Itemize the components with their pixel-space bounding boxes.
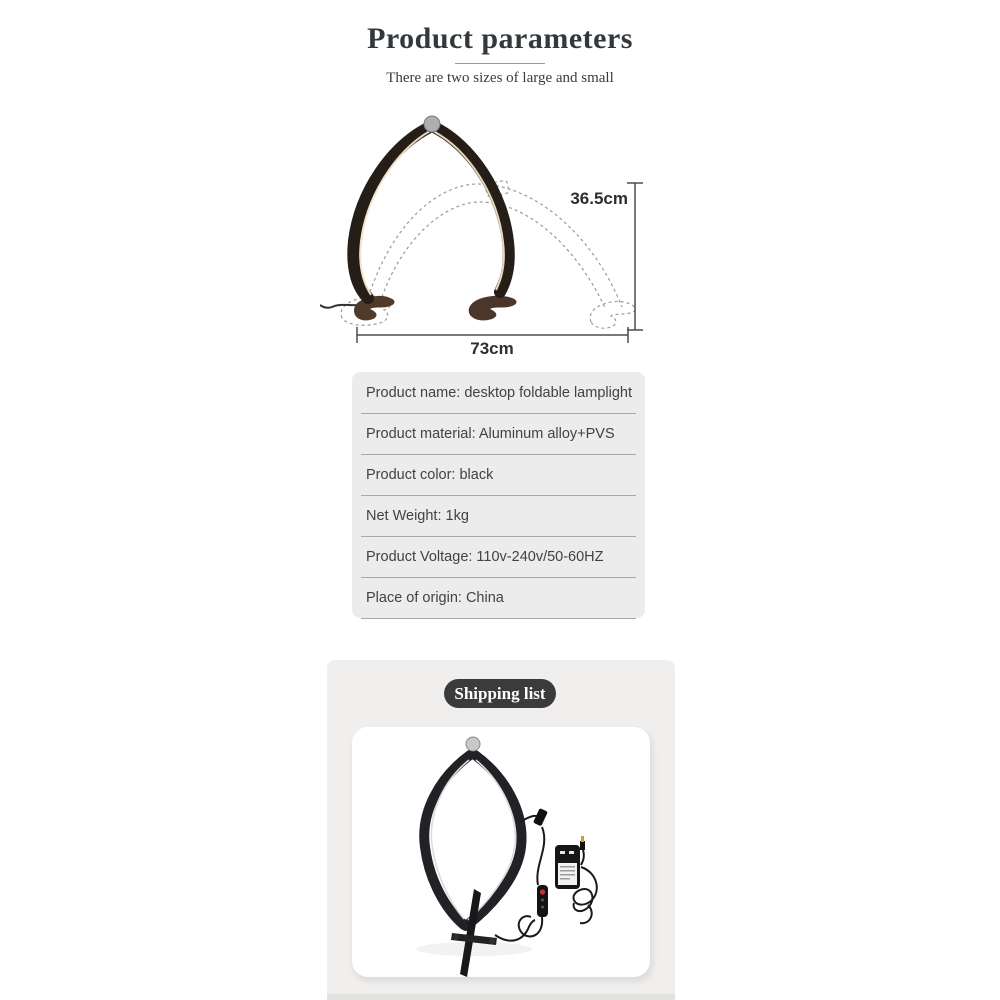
hinge-icon bbox=[424, 116, 440, 132]
spec-table bbox=[352, 372, 645, 618]
inline-controller bbox=[537, 885, 548, 917]
lamp-shadow bbox=[416, 942, 532, 956]
spec-row-weight: Net Weight: 1kg bbox=[361, 496, 636, 537]
left-foot bbox=[354, 296, 394, 321]
header bbox=[0, 22, 1000, 87]
right-foot bbox=[469, 296, 517, 321]
spec-row-color: Product color: black bbox=[361, 455, 636, 496]
dc-plug-tip bbox=[581, 836, 584, 842]
shipping-photo-card bbox=[352, 727, 650, 977]
spec-row-voltage: Product Voltage: 110v-240v/50-60HZ bbox=[361, 537, 636, 578]
folded-lamp-photo bbox=[352, 727, 650, 977]
lamp-dimension-diagram bbox=[320, 100, 680, 360]
power-button-icon bbox=[540, 889, 545, 894]
title-underline bbox=[455, 63, 545, 64]
lamp-arch bbox=[353, 126, 509, 298]
shipping-panel bbox=[327, 660, 675, 1000]
spec-row-origin: Place of origin: China bbox=[361, 578, 636, 619]
page-title: Product parameters bbox=[367, 22, 633, 55]
spec-row-material: Product material: Aluminum alloy+PVS bbox=[361, 414, 636, 455]
spec-row-name: Product name: desktop foldable lamplight bbox=[361, 373, 636, 414]
page-subtitle: There are two sizes of large and small bbox=[386, 70, 614, 86]
dc-connector bbox=[533, 808, 548, 826]
shipping-list-badge: Shipping list bbox=[444, 679, 556, 708]
width-dimension-label: 73cm bbox=[470, 339, 514, 358]
power-adapter bbox=[555, 836, 585, 889]
hinge-icon bbox=[466, 737, 480, 751]
height-dimension-label: 36.5cm bbox=[570, 189, 628, 208]
panel-bottom-strip bbox=[327, 994, 675, 1000]
